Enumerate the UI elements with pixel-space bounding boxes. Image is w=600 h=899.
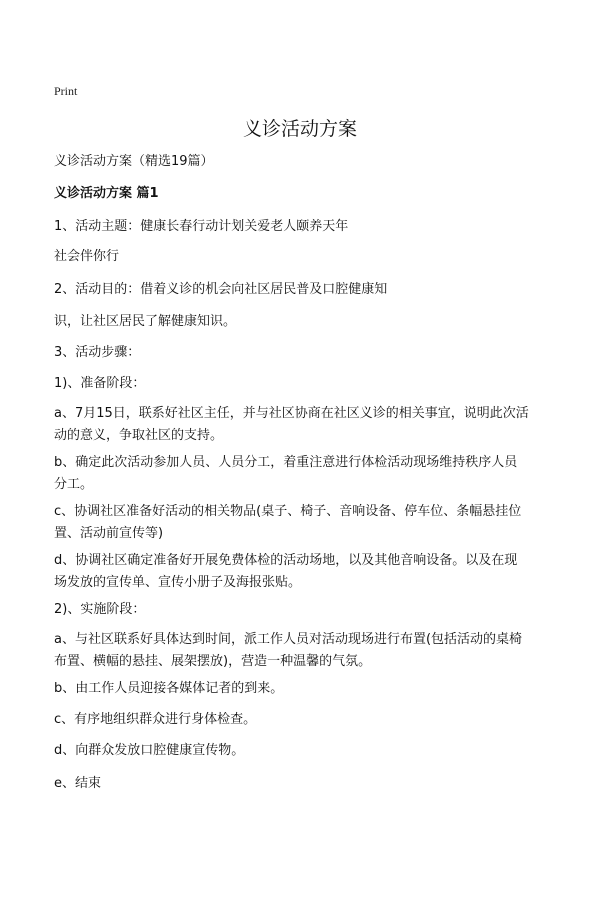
section-heading: 义诊活动方案 篇1 — [54, 186, 159, 201]
paragraph-impl-b: b、由工作人员迎接各媒体记者的到来。 — [54, 681, 284, 696]
paragraph-purpose-continued: 识，让社区居民了解健康知识。 — [54, 314, 237, 329]
paragraph-activity-theme: 1、活动主题：健康长春行动计划关爱老人颐养天年 — [54, 219, 349, 234]
paragraph-activity-purpose: 2、活动目的：借着义诊的机会向社区居民普及口腔健康知 — [54, 282, 388, 297]
paragraph-prep-a: a、7月15日，联系好社区主任，并与社区协商在社区义诊的相关事宜，说明此次活 动的意义，争取社区的支持。 — [54, 406, 529, 443]
paragraph-theme-continued: 社会伴你行 — [54, 249, 120, 264]
paragraph-impl-e: e、结束 — [54, 776, 101, 791]
paragraph-impl-d: d、向群众发放口腔健康宣传物。 — [54, 743, 245, 758]
paragraph-prep-d: d、协调社区确定准备好开展免费体检的活动场地，以及其他音响设备。以及在现 场发放的宣传单、宣传小册子及海报张贴。 — [54, 553, 518, 590]
paragraph-prep-c: c、协调社区准备好活动的相关物品(桌子、椅子、音响设备、停车位、条幅悬挂位 置、活动前宣传等) — [54, 504, 522, 541]
document-subtitle: 义诊活动方案（精选19篇） — [54, 154, 214, 169]
paragraph-prep-b: b、确定此次活动参加人员、人员分工，着重注意进行体检活动现场维持秩序人员 分工。 — [54, 455, 518, 492]
paragraph-impl-c: c、有序地组织群众进行身体检查。 — [54, 712, 257, 727]
paragraph-impl-a: a、与社区联系好具体达到时间，派工作人员对活动现场进行布置(包括活动的桌椅 布置、横幅的悬挂、展架摆放)，营造一种温馨的气氛。 — [54, 632, 523, 669]
paragraph-preparation-stage: 1)、准备阶段： — [54, 376, 146, 391]
paragraph-activity-steps: 3、活动步骤： — [54, 345, 141, 360]
paragraph-implementation-stage: 2)、实施阶段： — [54, 602, 146, 617]
print-label: Print — [54, 84, 78, 98]
document-title: 义诊活动方案 — [242, 118, 357, 140]
